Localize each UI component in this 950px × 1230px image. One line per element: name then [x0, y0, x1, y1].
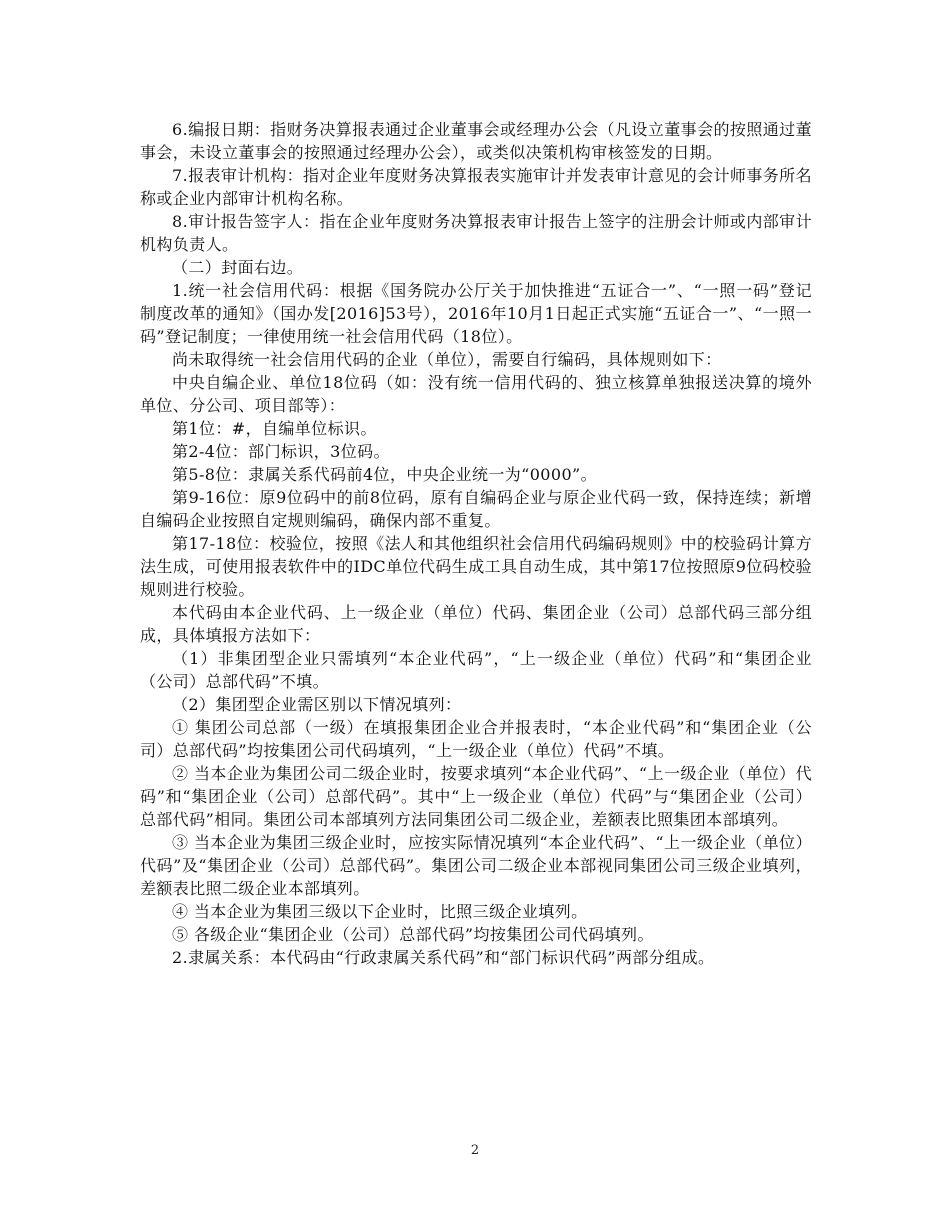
paragraph-group-level-3: ③ 当本企业为集团三级企业时，应按实际情况填列“本企业代码”、“上一级企业（单位）代码”及“集团企业（公司）总部代码”。集团公司二级企业本部视同集团公司三级企业填列，差额表比照二级企业本部填列。 — [140, 833, 812, 898]
paragraph-central-self-coding: 中央自编企业、单位18位码（如：没有统一信用代码的、独立核算单独报送决算的境外单位、分公司、项目部等）： — [140, 373, 812, 415]
paragraph-digit-17-18: 第17-18位：校验位，按照《法人和其他组织社会信用代码编码规则》中的校验码计算方法生成，可使用报表软件中的IDC单位代码生成工具自动生成，其中第17位按照原9位码校验规则进行校验。 — [140, 534, 812, 599]
paragraph-credit-code: 1.统一社会信用代码：根据《国务院办公厅关于加快推进“五证合一”、“一照一码”登记制度改革的通知》（国办发[2016]53号），2016年10月1日起正式实施“五证合一”、“一照一码”登记制度；一律使用统一社会信用代码（18位）。 — [140, 281, 812, 346]
paragraph-digit-9-16: 第9-16位：原9位码中的前8位码，原有自编码企业与原企业代码一致，保持连续；新增自编码企业按照自定规则编码，确保内部不重复。 — [140, 488, 812, 530]
section-heading-cover-right: （二）封面右边。 — [172, 258, 304, 277]
paragraph-affiliation: 2.隶属关系：本代码由“行政隶属关系代码”和“部门标识代码”两部分组成。 — [172, 948, 715, 967]
paragraph-group-below-3: ④ 当本企业为集团三级以下企业时，比照三级企业填列。 — [172, 902, 588, 921]
document-body — [140, 118, 812, 969]
paragraph-self-coding: 尚未取得统一社会信用代码的企业（单位），需要自行编码，具体规则如下： — [172, 350, 722, 369]
paragraph-item-6: 6.编报日期：指财务决算报表通过企业董事会或经理办公会（凡设立董事会的按照通过董事会，未设立董事会的按照通过经理办公会），或类似决策机构审核签发的日期。 — [140, 120, 812, 162]
paragraph-non-group: （1）非集团型企业只需填列“本企业代码”，“上一级企业（单位）代码”和“集团企业（公司）总部代码”不填。 — [140, 649, 812, 691]
paragraph-item-8: 8.审计报告签字人：指在企业年度财务决算报表审计报告上签字的注册会计师或内部审计机构负责人。 — [140, 212, 812, 254]
paragraph-group-level-1: ① 集团公司总部（一级）在填报集团企业合并报表时，“本企业代码”和“集团企业（公司）总部代码”均按集团公司代码填列，“上一级企业（单位）代码”不填。 — [140, 718, 812, 760]
paragraph-group: （2）集团型企业需区别以下情况填列： — [172, 695, 462, 714]
paragraph-group-level-2: ② 当本企业为集团公司二级企业时，按要求填列“本企业代码”、“上一级企业（单位）代码”和“集团企业（公司）总部代码”。其中“上一级企业（单位）代码”与“集团企业（公司）总部代码”相同。集团公司本部填列方法同集团公司二级企业，差额表比照集团本部填列。 — [140, 764, 812, 829]
paragraph-code-composition: 本代码由本企业代码、上一级企业（单位）代码、集团企业（公司）总部代码三部分组成，具体填报方法如下： — [140, 603, 812, 645]
paragraph-digit-2-4: 第2-4位：部门标识，3位码。 — [172, 442, 390, 461]
paragraph-group-all-levels: ⑤ 各级企业“集团企业（公司）总部代码”均按集团公司代码填列。 — [172, 925, 654, 944]
paragraph-digit-1: 第1位：#，自编单位标识。 — [172, 419, 377, 438]
paragraph-item-7: 7.报表审计机构：指对企业年度财务决算报表实施审计并发表审计意见的会计师事务所名称或企业内部审计机构名称。 — [140, 166, 812, 208]
page-number: 2 — [470, 1143, 480, 1158]
paragraph-digit-5-8: 第5-8位：隶属关系代码前4位，中央企业统一为“0000”。 — [172, 465, 598, 484]
